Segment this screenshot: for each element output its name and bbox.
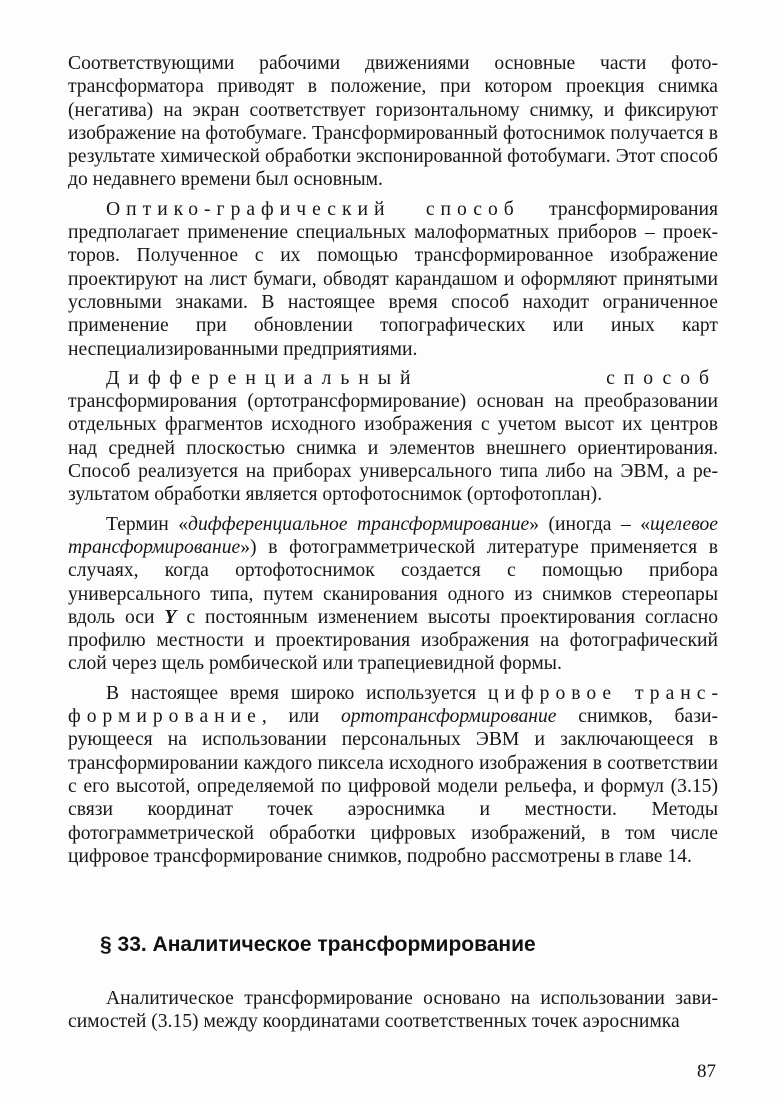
paragraph-4 — [68, 513, 718, 676]
paragraph-4-text-a: Термин « — [106, 513, 189, 535]
paragraph-5-text-b: , или — [261, 706, 341, 728]
paragraph-1-text: Соответствующими рабочими движениями основные части фототрансформатора приводят в положение, при котором проекция снимка (негатива) на экран соответствует горизонтальному снимку, и фиксируют изображение на фотобумаге. Трансформированный фотоснимок получается в результате химической обработки экспонированной фотобумаги. Этот способ до недавнего времени был основным. — [68, 53, 718, 191]
paragraph-2-text: трансформирования предполагает применение специальных малоформатных приборов – проекторов. Полученное с их помощью трансформированное изображение проектируют на лист бумаги, обводят карандашом и оформляют принятыми условными знаками. В настоящее время способ находит ограниченное применение при обновлении топографических или иных карт неспециализированными предприятиями. — [68, 198, 718, 360]
paragraph-3-text: трансформирования (ортотрансформирование) основан на преобразовании отдельных фрагментов исходного изображения с учетом высот их центров над средней плоскостью снимка и элементов внешнего ориентирования. Способ реализуется на приборах универсального типа либо на ЭВМ, а результатом обработки является ортофотоснимок (ортофотоплан). — [68, 391, 718, 506]
page-number: 87 — [697, 1061, 716, 1082]
paragraph-1 — [68, 52, 718, 192]
axis-y-symbol: Y — [164, 606, 177, 628]
body-text — [68, 52, 718, 874]
paragraph-5-text-c: снимков, базирующееся на использовании персональных ЭВМ и заключающееся в трансформировании каждого пиксела исходного изображения в соответствии с его высотой, определяемой по цифровой модели рельефа, и формул (3.15) связи координат точек аэроснимка и местности. Методы фотограмметрической обработки цифровых изображений, в том числе цифровое трансформирование снимков, подробно рассмотрены в главе 14. — [68, 706, 718, 867]
term-ortho-transform: ортотрансформирование — [341, 706, 557, 728]
paragraph-4-text-c: ») в фотограмметрической литературе применяется в случаях, когда ортофотоснимок создается с помощью прибора универсального типа, путем сканирования одного из снимков стереопары вдоль оси — [68, 536, 718, 628]
paragraph-4-text-b: » (иногда – « — [529, 513, 651, 535]
term-slit-transform: щелевое трансформирование — [68, 513, 718, 558]
term-optical-graphic: Оптико-графический способ — [106, 198, 520, 220]
paragraph-3 — [68, 367, 718, 507]
paragraph-4-text-d: с постоянным изменением высоты проектирования согласно профилю местности и проектирования изображения на фотографический слой через щель ромбической или трапециевидной формы. — [68, 606, 718, 675]
paragraph-2 — [68, 198, 718, 361]
paragraph-5 — [68, 682, 718, 868]
paragraph-5-text-a: В настоящее время широко используется — [106, 682, 489, 704]
term-differential-transform: дифференциальное трансформирование — [188, 513, 530, 535]
section-body-text: Аналитическое трансформирование основано на использовании зависимостей (3.15) между координатами соответственных точек аэроснимка — [68, 988, 718, 1033]
term-digital-transform: цифровое трансформирование — [68, 682, 718, 728]
term-differential: Дифференциальный способ — [106, 367, 718, 389]
section-heading: § 33. Аналитическое трансформирование — [100, 933, 536, 956]
